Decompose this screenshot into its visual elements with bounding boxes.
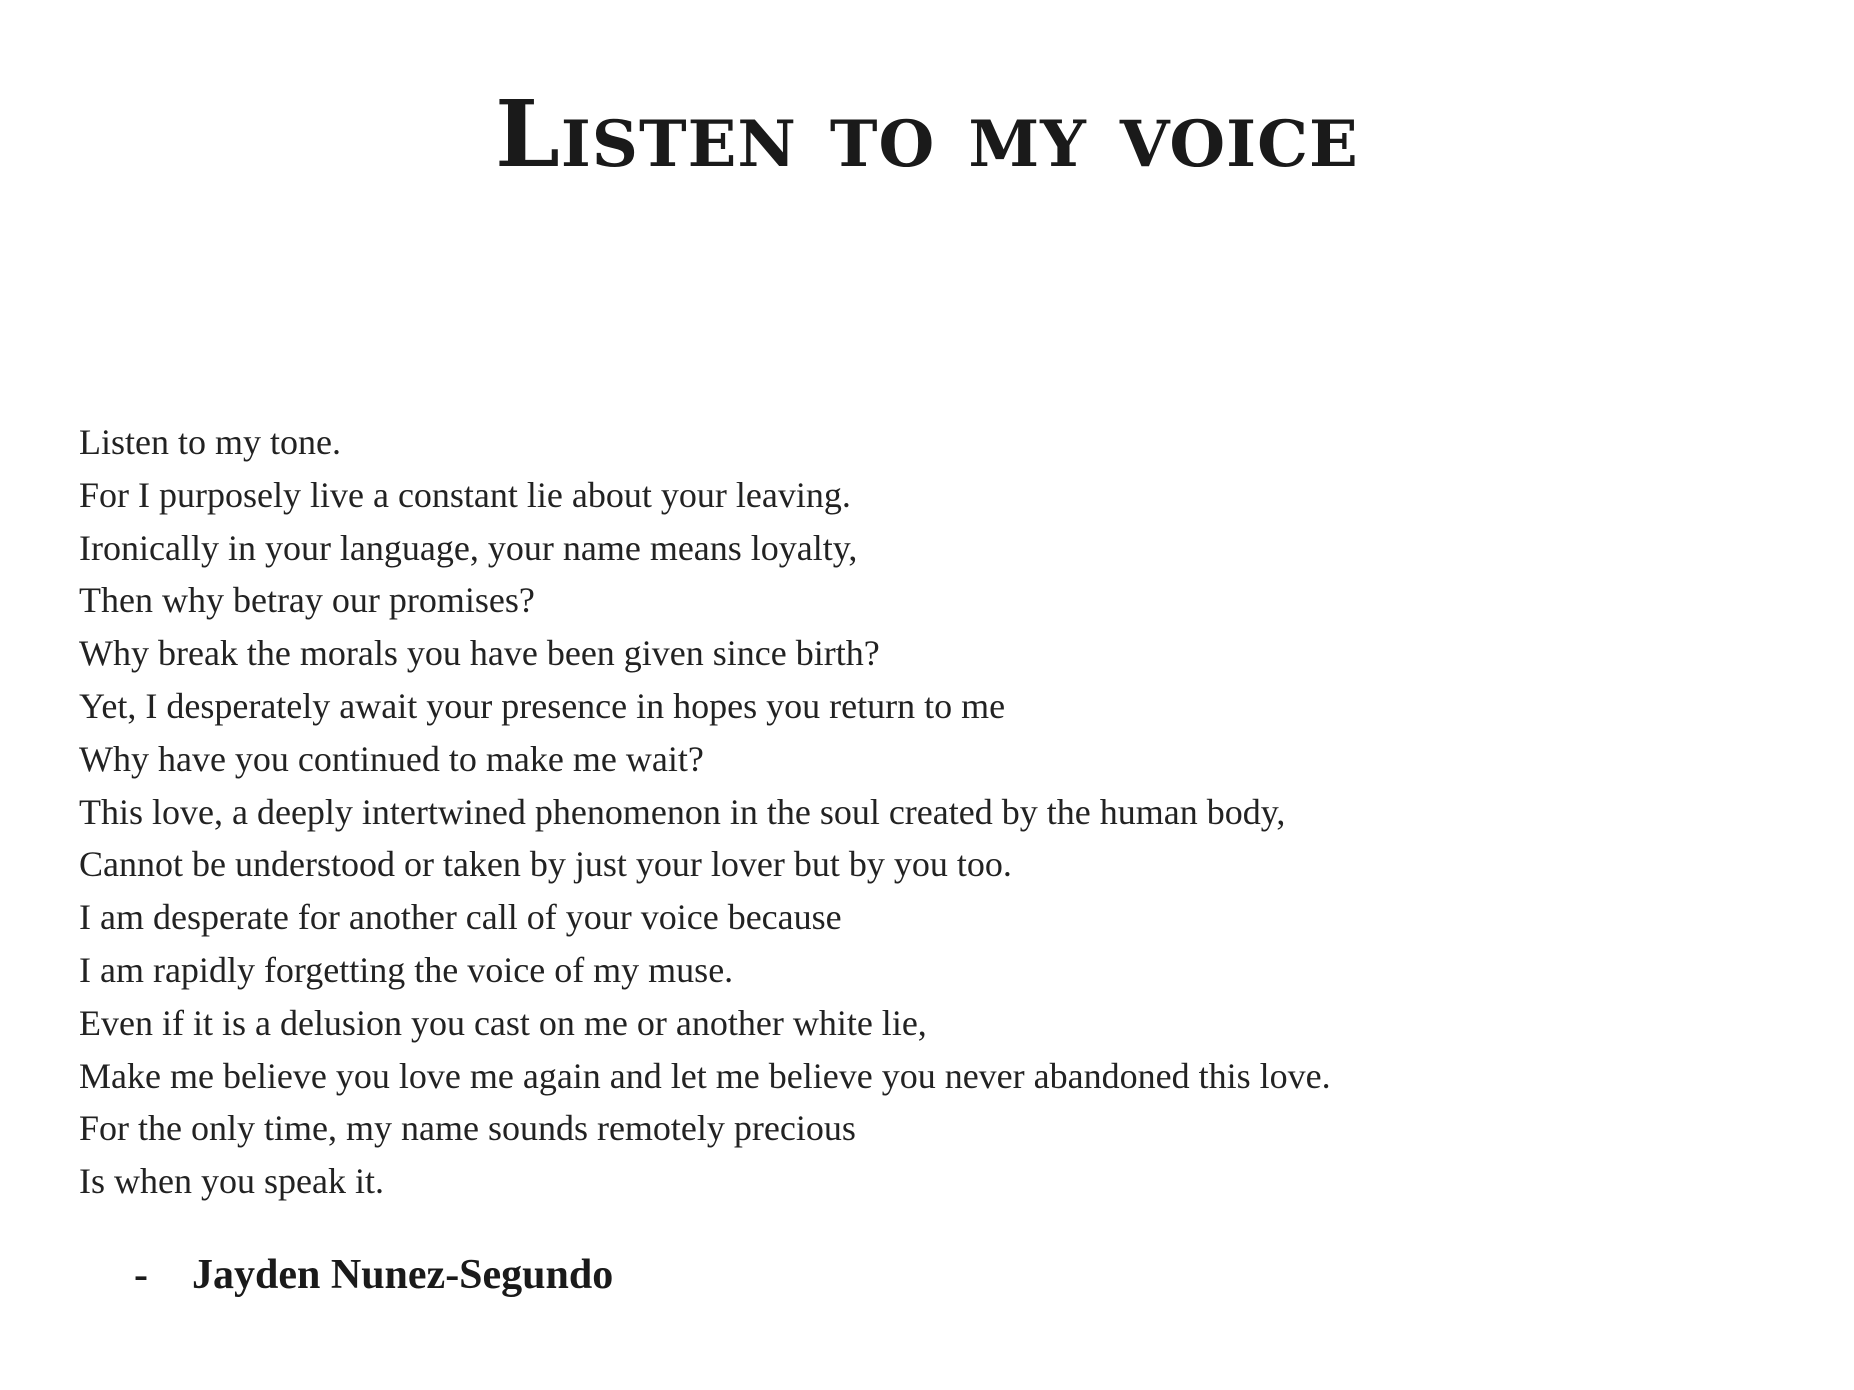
signature-dash: - — [134, 1252, 148, 1298]
poem-line: Yet, I desperately await your presence in hopes you return to me — [79, 685, 1006, 726]
poem-line: For the only time, my name sounds remotely precious — [79, 1108, 856, 1149]
poem-line: I am desperate for another call of your voice because — [79, 897, 842, 938]
poem-line: Why break the morals you have been given since birth? — [79, 633, 880, 674]
poem-line: I am rapidly forgetting the voice of my muse. — [79, 949, 734, 990]
poem-line: Why have you continued to make me wait? — [79, 738, 704, 779]
poem-title: Listen to my voice — [495, 80, 1359, 188]
poem-body — [79, 416, 1779, 1208]
poem-line: Ironically in your language, your name means loyalty, — [79, 527, 858, 568]
poem-line: Make me believe you love me again and let me believe you never abandoned this love. — [79, 1055, 1331, 1096]
author-signature — [134, 1250, 613, 1300]
poem-line: For I purposely live a constant lie about your leaving. — [79, 474, 851, 515]
poem-line: Listen to my tone. — [79, 422, 341, 462]
poem-line: Then why betray our promises? — [79, 580, 535, 621]
poem-line: This love, a deeply intertwined phenomenon in the soul created by the human body, — [79, 791, 1286, 832]
poem-line: Cannot be understood or taken by just your lover but by you too. — [79, 844, 1012, 885]
poem-line: Even if it is a delusion you cast on me or another white lie, — [79, 1002, 927, 1043]
poem-line: Is when you speak it. — [79, 1161, 384, 1202]
author-name: Jayden Nunez-Segundo — [192, 1252, 614, 1298]
